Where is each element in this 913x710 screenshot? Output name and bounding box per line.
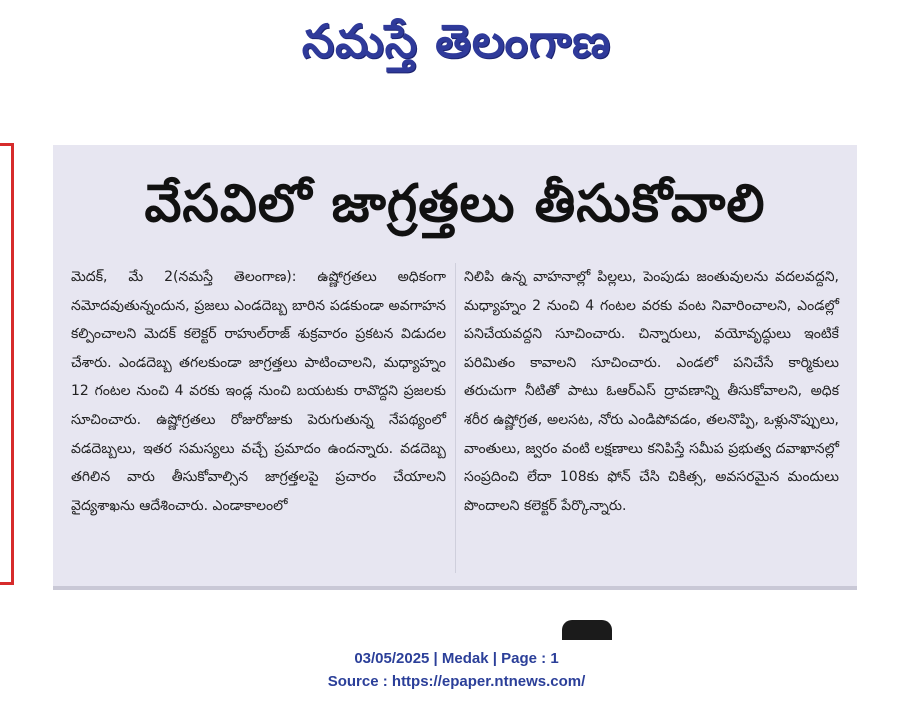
- article-headline: వేసవిలో జాగ్రత్తలు తీసుకోవాలి: [144, 174, 766, 234]
- footer-source-line[interactable]: Source : https://epaper.ntnews.com/: [327, 673, 586, 690]
- article-column-left: మెదక్, మే 2(నమస్తే తెలంగాణ): ఉష్ణోగ్రతలు అధికంగా నమోదవుతున్నందున, ప్రజలు ఎండదెబ్బ బారిన పడకుండా అవగాహన కల్పించాలని మెదక్ కలెక్టర్ రాహుల్‌రాజ్ శుక్రవారం ప్రకటన విడుదల చేశారు. ఎండదెబ్బ తగలకుండా జాగ్రత్తలు పాటించాలని, మధ్యాహ్నం 12 గంటల నుంచి 4 వరకు ఇండ్ల నుంచి బయటకు రావొద్దని ప్రజలకు సూచించారు. ఉష్ణోగ్రతలు రోజురోజుకు పెరుగుతున్న నేపథ్యంలో వడదెబ్బలు, ఇతర సమస్యలు వచ్చే ప్రమాదం ఉందన్నారు. వడదెబ్బ తగిలిన వారు తీసుకోవాల్సిన జాగ్రత్తలపై ప్రచారం చేయాలని వైద్యశాఖను ఆదేశించారు. ఎండాకాలంలో: [71, 269, 446, 514]
- article-clipping: [53, 145, 857, 587]
- column-divider: [455, 263, 456, 573]
- adjacent-article-frame: [0, 143, 14, 585]
- masthead: [0, 8, 913, 78]
- article-column-right: నిలిపి ఉన్న వాహనాల్లో పిల్లలు, పెంపుడు జంతువులను వదలవద్దని, మధ్యాహ్నం 2 నుంచి 4 గంటల వరకు వంట నివారించాలని, ఎండల్లో పనిచేయవద్దని సూచించారు. చిన్నారులు, వయోవృద్ధులు ఇంటికే పరిమితం కావాలని సూచించారు. ఎండలో పనిచేసే కార్మికులు తరుచుగా నీటితో పాటు ఓఆర్‌ఎస్ ద్రావణాన్ని తీసుకోవాలని, అధిక శరీర ఉష్ణోగ్రత, అలసట, నోరు ఎండిపోవడం, తలనొప్పి, ఒళ్లునొప్పులు, వాంతులు, జ్వరం వంటి లక్షణాలు కనిపిస్తే సమీప ప్రభుత్వ దవాఖానల్లో సంప్రదించి లేదా 108కు ఫోన్ చేసి చికిత్స, అవసరమైన మందులు పొందాలని కలెక్టర్ పేర్కొన్నారు.: [464, 269, 839, 514]
- newspaper-logo: నమస్తే తెలంగాణ: [301, 14, 612, 68]
- footer-date-line: 03/05/2025 | Medak | Page : 1: [354, 650, 559, 667]
- article-bottom-rule: [53, 586, 857, 590]
- page-tab-marker: [562, 620, 612, 640]
